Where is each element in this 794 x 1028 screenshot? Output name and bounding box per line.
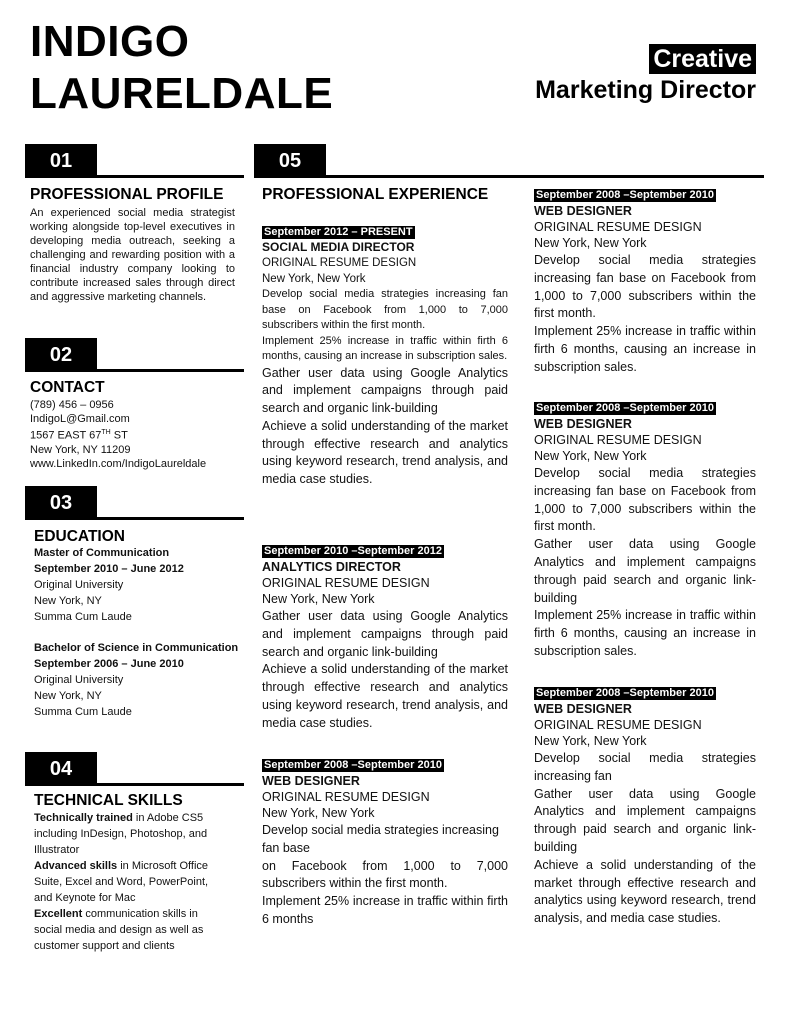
job-bullet: Gather user data using Google Analytics and implement campaigns through paid search and organic link-building [534,786,756,854]
name-line-2: LAURELDALE [30,69,334,118]
school: Original University [34,579,124,591]
contact-address: 1567 EAST 67TH ST [30,429,128,442]
job-location: New York, New York [262,806,375,820]
candidate-name [30,16,333,120]
job-bullet: Gather user data using Google Analytics and implement campaigns through paid search and organic link-building [534,537,756,605]
job-entry [534,185,756,377]
job-bullet: Achieve a solid understanding of the market through effective research and analytics using keyword research, trend analysis, and media case studies. [534,857,756,926]
job-entry [534,398,756,661]
section-rule [25,175,244,178]
job-location: New York, New York [262,273,366,285]
section-tab-02 [25,338,244,372]
honors: Summa Cum Laude [34,611,132,623]
name-line-1: INDIGO [30,17,190,66]
honors: Summa Cum Laude [34,706,132,718]
job-dates: September 2012 – PRESENT [264,226,413,238]
skill-item: Advanced skills in Microsoft Office Suite, Excel and Word, PowerPoint, and Keynote for Mac [34,860,209,904]
job-role: SOCIAL MEDIA DIRECTOR [262,240,415,254]
section-tab-05 [254,144,764,178]
section-number: 04 [25,752,97,786]
job-bullet: on Facebook from 1,000 to 7,000 subscribers within the first month. [262,858,508,891]
job-bullet: Develop social media strategies increasing fan base on Facebook from 1,000 to 7,000 subscribers within the first month. [262,288,508,331]
job-entry [262,541,508,733]
contact-details [30,398,240,471]
school-city: New York, NY [34,595,102,607]
profile-heading: PROFESSIONAL PROFILE [30,186,224,203]
job-bullet: Develop social media strategies increasing fan [534,751,756,783]
contact-phone: (789) 456 – 0956 [30,399,114,411]
job-bullet: Implement 25% increase in traffic within firth 6 months, causing an increase in subscription sales. [534,324,756,374]
section-rule [25,783,244,786]
section-rule [25,517,244,520]
job-location: New York, New York [534,449,647,463]
job-entry [534,683,756,928]
contact-heading: CONTACT [30,379,105,396]
job-bullet: Gather user data using Google Analytics and implement campaigns through paid search and organic link-building [262,609,508,659]
job-bullet: Implement 25% increase in traffic within firth 6 months [262,894,508,926]
job-role: WEB DESIGNER [262,774,360,788]
contact-web[interactable]: www.LinkedIn.com/IndigoLaureldale [30,457,207,470]
job-company: ORIGINAL RESUME DESIGN [262,576,430,590]
section-rule [254,175,764,178]
job-company: ORIGINAL RESUME DESIGN [534,220,702,234]
job-location: New York, New York [534,236,647,250]
section-number: 03 [25,486,97,520]
job-bullet: Gather user data using Google Analytics and implement campaigns through paid search and organic link-building [262,365,508,416]
contact-email[interactable]: IndigoL@Gmail.com [30,413,130,425]
title-rest: Marketing Director [535,76,756,104]
job-bullet: Develop social media strategies increasing fan base [262,823,499,855]
job-entry [262,755,508,929]
job-role: WEB DESIGNER [534,417,632,431]
job-dates: September 2008 –September 2010 [536,189,714,201]
section-number: 01 [25,144,97,178]
job-dates: September 2010 –September 2012 [264,545,442,557]
job-role: WEB DESIGNER [534,204,632,218]
job-role: ANALYTICS DIRECTOR [262,560,401,574]
job-dates: September 2008 –September 2010 [536,687,714,699]
education-heading: EDUCATION [34,528,125,545]
skills-list [34,810,224,954]
degree: Bachelor of Science in Communication [34,642,239,654]
job-bullet: Achieve a solid understanding of the market through effective research and analytics using keyword research, trend analysis, and media case studies. [262,418,508,487]
experience-heading: PROFESSIONAL EXPERIENCE [262,186,489,203]
section-rule [25,369,244,372]
job-company: ORIGINAL RESUME DESIGN [262,790,430,804]
job-bullet: Develop social media strategies increasing fan base on Facebook from 1,000 to 7,000 subscribers within the first month. [534,253,756,321]
profile-text: An experienced social media strategist working alongside top-level executives in developing media outreach, seeking a challenging and rewarding position with a financial industry company looking to contribute increased sales through direct and aggressive marketing channels. [30,207,235,303]
job-dates: September 2008 –September 2010 [536,402,714,414]
title-highlight: Creative [649,44,756,74]
skill-item: Technically trained in Adobe CS5 including InDesign, Photoshop, and Illustrator [34,812,208,856]
job-bullet: Implement 25% increase in traffic within firth 6 months, causing an increase in subscription sales. [534,608,756,658]
contact-city: New York, NY 11209 [30,443,131,456]
section-tab-01 [25,144,244,178]
job-company: ORIGINAL RESUME DESIGN [534,433,702,447]
job-entry [262,222,508,489]
job-bullet: Develop social media strategies increasing fan base on Facebook from 1,000 to 7,000 subscribers within the first month. [534,466,756,534]
job-company: ORIGINAL RESUME DESIGN [262,257,417,269]
job-location: New York, New York [262,592,375,606]
edu-dates: September 2010 – June 2012 [34,563,184,575]
section-tab-04 [25,752,244,786]
job-bullet: Implement 25% increase in traffic within firth 6 months, causing an increase in subscription sales. [262,334,508,362]
school-city: New York, NY [34,690,102,702]
job-dates: September 2008 –September 2010 [264,759,442,771]
job-bullet: Achieve a solid understanding of the market through effective research and analytics using keyword research, trend analysis, and media case studies. [262,662,508,730]
edu-dates: September 2006 – June 2010 [34,658,184,670]
skill-item: Excellent communication skills in social media and design as well as customer support and clients [34,908,204,952]
section-number: 05 [254,144,326,178]
education-entry [34,545,244,625]
job-company: ORIGINAL RESUME DESIGN [534,718,702,732]
school: Original University [34,674,124,686]
degree: Master of Communication [34,547,170,559]
job-role: WEB DESIGNER [534,702,632,716]
skills-heading: TECHNICAL SKILLS [34,792,183,809]
education-entry [34,640,244,720]
section-number: 02 [25,338,97,372]
job-location: New York, New York [534,734,647,748]
job-title [535,44,756,106]
section-tab-03 [25,486,244,520]
